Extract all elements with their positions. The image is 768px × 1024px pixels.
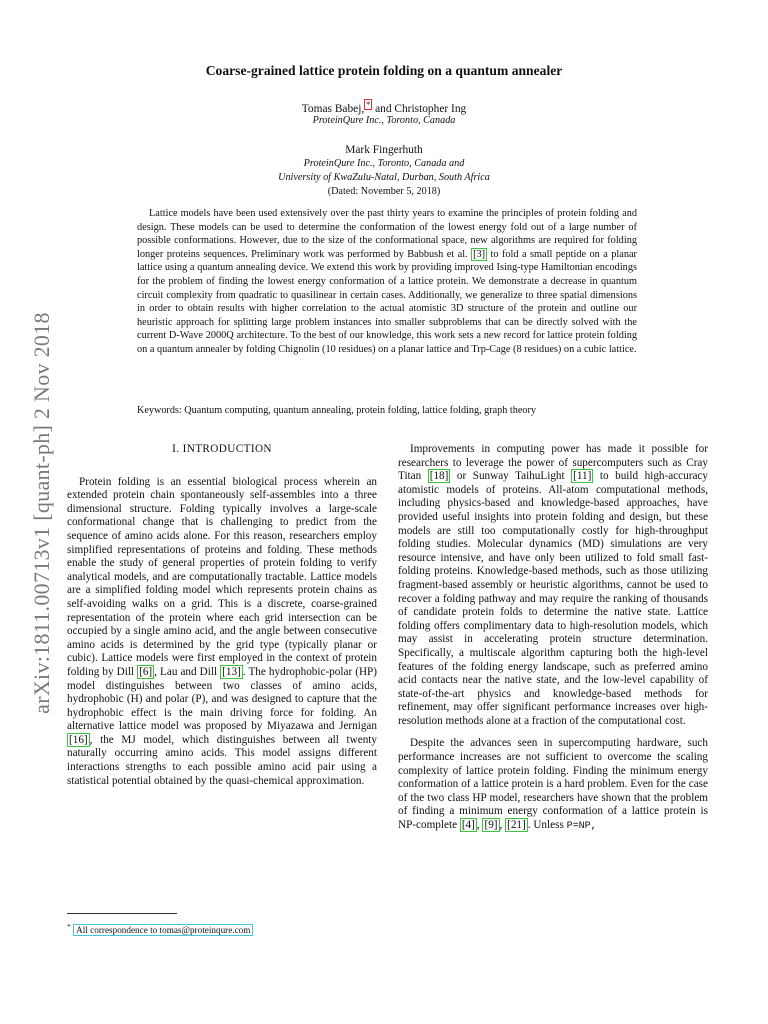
citation-link[interactable]: [18]: [429, 470, 449, 483]
footnote-divider: [67, 913, 177, 914]
citation-link[interactable]: [13]: [222, 665, 241, 678]
abstract: [137, 207, 637, 357]
paragraph-text: , Lau and Dill: [154, 665, 221, 678]
footnote-marker: *: [67, 922, 71, 931]
keywords: Keywords: Quantum computing, quantum annealing, protein folding, lattice folding, graph theory: [137, 405, 536, 416]
author-ing: and Christopher Ing: [372, 102, 467, 115]
footnote: [67, 922, 253, 935]
citation-link[interactable]: [16]: [69, 733, 88, 746]
paragraph-text: Improvements in computing power has made it possible for researchers to leverage the power of supercomputers such as Cray Titan: [398, 443, 708, 483]
arxiv-margin-stamp: arXiv:1811.00713v1 [quant-ph] 2 Nov 2018: [29, 312, 54, 714]
citation-link[interactable]: [9]: [484, 819, 498, 832]
paragraph: [398, 443, 708, 728]
authors-line-1: [0, 99, 768, 115]
citation-link[interactable]: [4]: [461, 819, 475, 832]
paragraph-text: , the MJ model, which distinguishes between all twenty naturally occurring amino acids. This model assigns different interactions strengths to each possible amino acid pair using a statistical potential obtained by the quasi-chemical approximation.: [67, 733, 377, 787]
paragraph-text: . Unless: [527, 819, 567, 832]
paragraph-text: or Sunway TaihuLight: [450, 470, 572, 483]
paragraph: [398, 737, 708, 833]
footnote-link[interactable]: *: [366, 100, 371, 109]
separator: ,: [499, 819, 506, 832]
paragraph-text: to build high-accuracy atomistic models of proteins. All-atom computational methods, including physics-based and knowledge-based approaches, have provided useful insights into protein folding and design, but these models are still too computationally costly for high-throughput folding studies. Molecular dynamics (MD) simulations are very resource intensive, and have only been utilized to fold small fast-folding proteins. Knowledge-based methods, such as those utilizing fragment-based assembly or heuristic algorithms, cannot be used to recover a folding pathway and may require the ranking of thousands of candidate protein folds to determine the native state. Lattice folding offers complimentary data to high-resolution models, which may assist in accelerating protein structure determination. Specifically, a multiscale algorithm capturing both the high-level features of the folding energy landscape, such as preferred amino acid contacts near the native state, and the low-level capability of state-of-the-art physics and knowledge-based methods for refinement, may offer significant performance increases over high-resolution methods alone at a fraction of the computational cost.: [398, 470, 708, 727]
affiliation-1: ProteinQure Inc., Toronto, Canada: [312, 115, 456, 126]
abstract-text-1: Lattice models have been used extensively over the past thirty years to examine the principles of protein folding and design. These models can be used to determine the conformation of the lowest energy fold out of a large number of possible conformations. However, due to the size of the conformational space, new algorithms are required for folding longer proteins sequences. Preliminary work was performed by Babbush et al.: [137, 208, 637, 260]
citation-link[interactable]: [6]: [139, 665, 153, 678]
paper-title: Coarse-grained lattice protein folding on a quantum annealer: [205, 63, 563, 78]
paragraph-text: Despite the advances seen in supercomputing hardware, such performance increases are not sufficient to overcome the scaling complexity of lattice protein folding. Finding the minimum energy conformation of a lattice protein is a hard problem. Even for the case of the two class HP model, researchers have shown that the problem of finding a minimum energy conformation of a lattice protein is NP-complete: [398, 737, 708, 832]
section-heading-introduction: I. INTRODUCTION: [172, 443, 272, 455]
citation-link[interactable]: [11]: [573, 470, 592, 483]
right-column: [398, 443, 708, 834]
author-babej: Tomas Babej,: [301, 102, 365, 115]
math-expression: P=NP,: [566, 821, 597, 833]
paragraph-text: . The hydrophobic-polar (HP) model distinguishes between two classes of amino acids, hydrophobic (H) and polar (P), and was designed to capture that the hydrophobic effect is the main driving force for folding. An alternative lattice model was proposed by Miyazawa and Jernigan: [67, 665, 377, 733]
correspondence-email-link[interactable]: All correspondence to tomas@proteinqure.com: [73, 924, 253, 936]
affiliation-3: University of KwaZulu-Natal, Durban, South Africa: [278, 172, 490, 183]
paragraph: [67, 476, 377, 789]
citation-link[interactable]: [3]: [473, 248, 486, 260]
separator: ,: [476, 819, 483, 832]
paragraph-text: Protein folding is an essential biological process wherein an extended protein chain spontaneously self-assembles into a three dimensional structure. Folding typically involves a large-scale conformational change that is challenging to predict from the sequence of amino acids alone. For this reason, researchers employ simplified representations of proteins and folding. These methods enable the study of general properties of protein folding to verify analytical models, and are computationally tractable. Lattice models are a simplified folding model which represents protein chains as self-avoiding walks on a grid. This is a discrete, coarse-grained representation of the protein where each grid intersection can be occupied by a single amino acid, and the angle between consecutive amino acids is determined by the grid type (typically planar or cubic). Lattice models were first employed in the context of protein folding by Dill: [67, 475, 377, 678]
authors-line-2: Mark Fingerhuth: [345, 144, 423, 156]
affiliation-2: ProteinQure Inc., Toronto, Canada and: [303, 158, 465, 169]
left-column: [67, 443, 377, 788]
abstract-text-2: to fold a small peptide on a planar lattice using a quantum annealing device. We extend this work by providing improved Ising-type Hamiltonian encodings for the problem of finding the lowest energy conformation of a lattice protein. We demonstrate a decrease in quantum circuit complexity from quadratic to quasilinear in certain cases. Additionally, we generalize to three spatial dimensions in order to obtain results with higher correlation to the actual atomistic 3D structure of the protein and outline our heuristic approach for splitting large problem instances into smaller subproblems that can be directly solved with the current D-Wave 2000Q architecture. To the best of our knowledge, this work sets a new record for lattice protein folding on a quantum annealer by folding Chignolin (10 residues) on a planar lattice and Trp-Cage (8 residues) on a cubic lattice.: [137, 248, 637, 355]
citation-link[interactable]: [21]: [507, 819, 526, 832]
dated-line: (Dated: November 5, 2018): [327, 186, 441, 197]
